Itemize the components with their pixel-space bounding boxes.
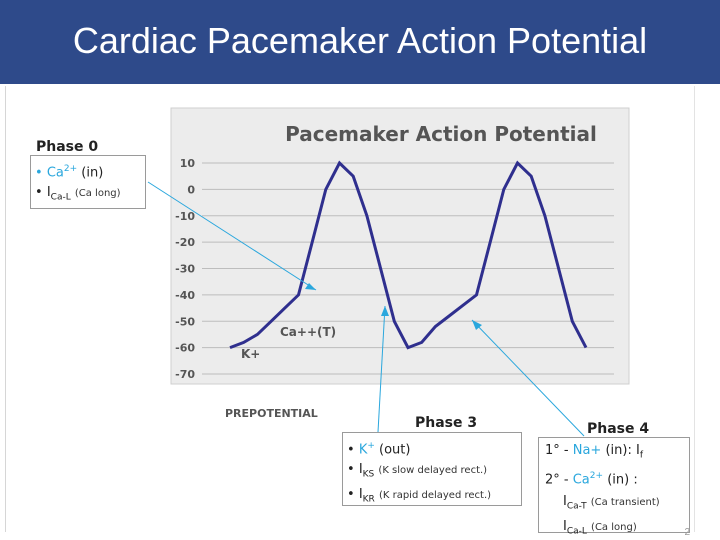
phase0-row-ical: • $I_{Ca-L}$ (Ca long) [35, 185, 121, 203]
phase4-row-ical: $I_{Ca-L}$ (Ca long) [563, 518, 637, 537]
y-tick-label: -40 [175, 288, 195, 302]
y-tick-label: -20 [175, 236, 195, 250]
y-tick-label: -60 [175, 341, 195, 355]
y-tick-label: -50 [175, 315, 195, 329]
phase4-row-icat: $I_{Ca-T}$ (Ca transient) [563, 493, 660, 512]
phase3-callout [342, 432, 522, 506]
chart-title: Pacemaker Action Potential [285, 122, 597, 146]
phase3-row-k: • K+ (out) [347, 441, 411, 458]
slide-title: Cardiac Pacemaker Action Potential [72, 20, 648, 61]
y-tick-label: 10 [179, 157, 195, 170]
y-tick-label: -70 [175, 368, 195, 381]
y-tick-label: -30 [175, 262, 195, 276]
phase4-row-na: 1° - Na+ (in): $I_f$ [545, 443, 643, 461]
prepotential-label: PREPOTENTIAL [225, 407, 318, 420]
phase3-header: Phase 3 [415, 415, 478, 431]
page-number: 2 [684, 527, 690, 538]
phase0-row-ca: • $Ca^{2+}$ (in) [35, 164, 104, 181]
phase3-row-iks: • $I_{KS}$ (K slow delayed rect.) [347, 462, 488, 480]
phase4-row-ca: $2^\circ - Ca^{2+}$ (in) : [545, 470, 638, 487]
phase0-header: Phase 0 [36, 139, 99, 155]
phase4-callout [538, 437, 690, 537]
phase4-header: Phase 4 [587, 421, 650, 437]
y-tick-label: 0 [187, 183, 195, 197]
y-tick-label: -10 [175, 209, 195, 223]
phase0-callout [30, 155, 146, 209]
k-plus-label: K+ [241, 347, 261, 361]
ca-t-label: Ca++(T) [280, 325, 337, 339]
phase3-row-ikr: • $I_{KR}$ (K rapid delayed rect.) [347, 486, 492, 505]
